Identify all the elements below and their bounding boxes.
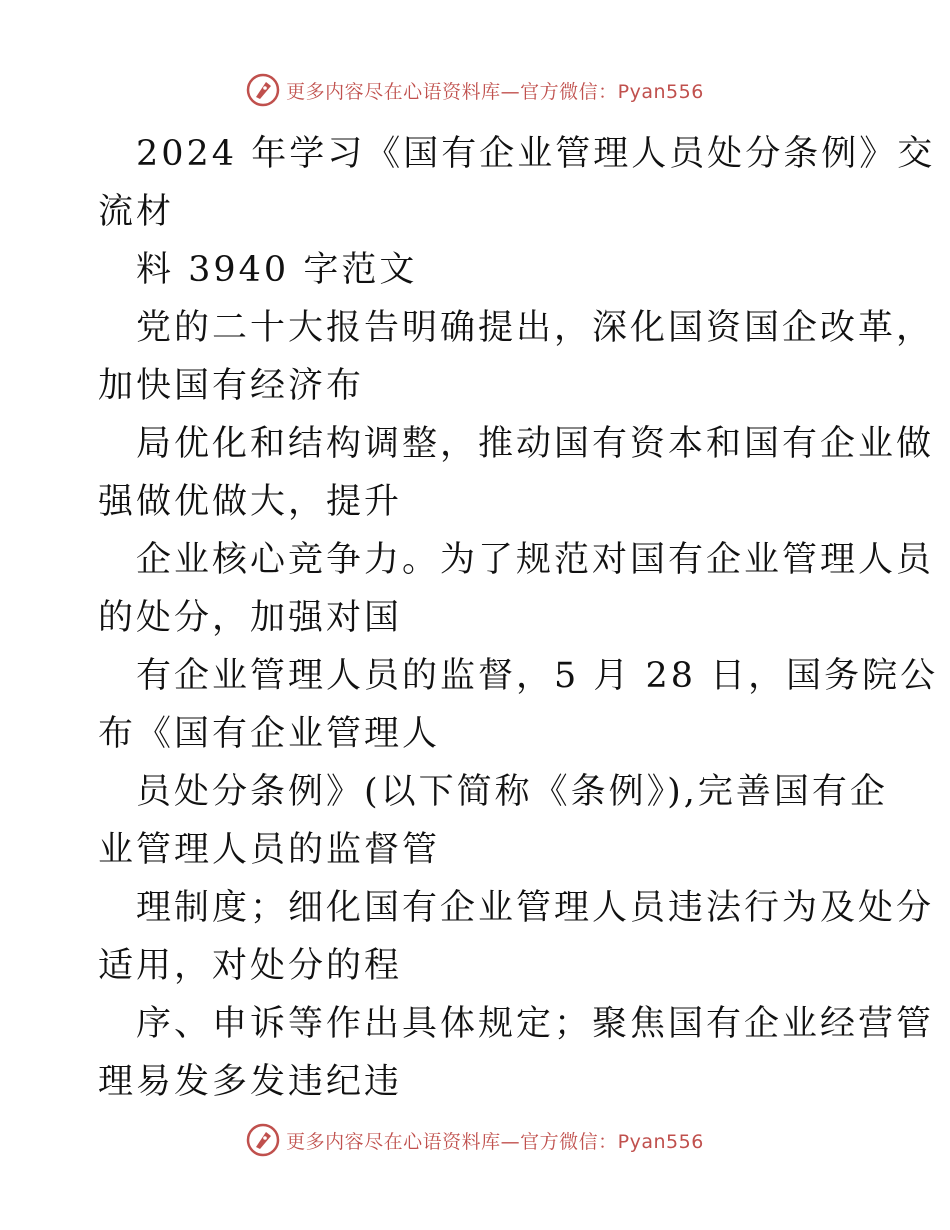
text-line: 理易发多发违纪违 (98, 1062, 403, 1102)
text-line: 强做优做大，提升 (98, 482, 403, 522)
text-line: 的处分，加强对国 (98, 598, 403, 638)
header-watermark-text: 更多内容尽在心语资料库—官方微信：Pyan556 (286, 80, 704, 103)
pen-nib-logo-icon (246, 1123, 280, 1157)
document-body (98, 125, 939, 1111)
text-line: 企业核心竞争力。为了规范对国有企业管理人员 (136, 540, 935, 580)
text-line: 流材 (98, 192, 175, 232)
footer-watermark-banner (0, 1120, 950, 1160)
pen-nib-logo-icon (246, 73, 280, 107)
text-line: 有企业管理人员的监督，5 月 28 日，国务院公 (136, 656, 939, 696)
text-line: 加快国有经济布 (98, 366, 365, 406)
text-line: 序、申诉等作出具体规定；聚焦国有企业经营管 (136, 1004, 935, 1044)
text-line: 党的二十大报告明确提出，深化国资国企改革， (136, 308, 935, 348)
text-line: 员处分条例》(以下简称《条例》),完善国有企 (136, 772, 888, 812)
text-line: 局优化和结构调整，推动国有资本和国有企业做 (136, 424, 935, 464)
text-line: 业管理人员的监督管 (98, 830, 441, 870)
text-line: 适用，对处分的程 (98, 946, 403, 986)
text-line: 料 3940 字范文 (136, 250, 418, 290)
text-line: 2024 年学习《国有企业管理人员处分条例》交 (136, 134, 936, 174)
text-line: 布《国有企业管理人 (98, 714, 441, 754)
footer-watermark-text: 更多内容尽在心语资料库—官方微信：Pyan556 (286, 1130, 704, 1153)
header-watermark-banner (0, 70, 950, 110)
text-line: 理制度；细化国有企业管理人员违法行为及处分 (136, 888, 935, 928)
